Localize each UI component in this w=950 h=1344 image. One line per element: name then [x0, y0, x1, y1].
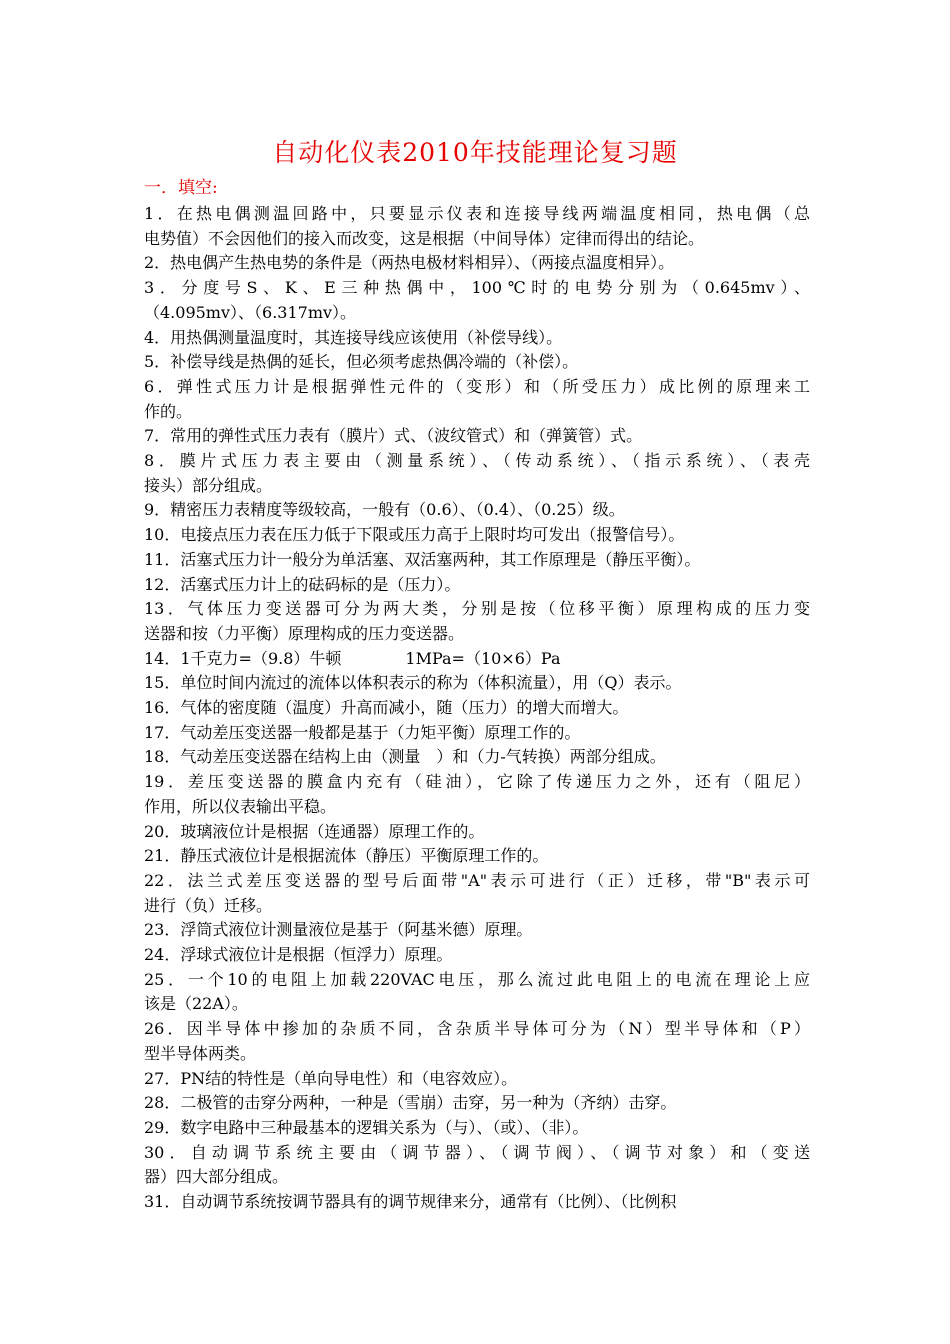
question-line: 9．精密压力表精度等级较高，一般有（0.6）、（0.4）、（0.25）级。 [144, 500, 625, 520]
question-item [144, 350, 810, 375]
question-line: 接头）部分组成。 [144, 475, 273, 495]
question-item [144, 770, 810, 819]
question-line: 送器和按（力平衡）原理构成的压力变送器。 [144, 623, 465, 643]
question-line: 20．玻璃液位计是根据（连通器）原理工作的。 [144, 821, 485, 841]
question-item [144, 276, 810, 325]
question-item [144, 375, 810, 424]
document-title: 自动化仪表2010年技能理论复习题 [272, 138, 678, 167]
question-item [144, 844, 810, 869]
question-item [144, 647, 810, 672]
question-line: 23．浮筒式液位计测量液位是基于（阿基米德）原理。 [144, 920, 533, 940]
question-item [144, 449, 810, 498]
question-item [144, 671, 810, 696]
question-line: 27．PN结的特性是（单向导电性）和（电容效应）。 [144, 1068, 518, 1088]
question-line: 12．活塞式压力计上的砝码标的是（压力）。 [144, 574, 461, 594]
question-line: 器）四大部分组成。 [144, 1167, 289, 1187]
question-item [144, 968, 810, 1017]
question-line: 2．热电偶产生热电势的条件是（两热电极材料相异）、（两接点温度相异）。 [144, 253, 675, 273]
question-line: 作用，所以仪表输出平稳。 [144, 796, 337, 816]
section-heading: 一．填空: [144, 178, 218, 198]
question-item [144, 573, 810, 598]
question-line: 作的。 [144, 401, 193, 421]
question-line: 8．膜片式压力表主要由（测量系统）、（传动系统）、（指示系统）、（表壳 [144, 451, 810, 470]
question-item [144, 1141, 810, 1190]
question-item [144, 745, 810, 770]
question-item [144, 326, 810, 351]
question-line: 13．气体压力变送器可分为两大类，分别是按（位移平衡）原理构成的压力变 [144, 599, 810, 619]
question-item [144, 696, 810, 721]
question-line: 3．分度号S、K、E三种热偶中，100℃时的电势分别为（0.645mv）、 [144, 278, 810, 298]
question-line: 5．补偿导线是热偶的延长，但必须考虑热偶冷端的（补偿）。 [144, 352, 579, 372]
question-item [144, 597, 810, 646]
question-line: 4．用热偶测量温度时，其连接导线应该使用（补偿导线）。 [144, 327, 563, 347]
question-line: 进行（负）迁移。 [144, 895, 273, 915]
question-item [144, 1017, 810, 1066]
question-line: 6．弹性式压力计是根据弹性元件的（变形）和（所受压力）成比例的原理来工 [144, 376, 810, 396]
question-item [144, 869, 810, 918]
question-line: 22．法兰式差压变送器的型号后面带"A"表示可进行（正）迁移，带"B"表示可 [144, 870, 810, 890]
question-line: 25．一个10的电阻上加载220VAC电压，那么流过此电阻上的电流在理论上应 [144, 969, 810, 989]
question-item [144, 943, 810, 968]
question-item [144, 1091, 810, 1116]
question-item [144, 498, 810, 523]
question-line: 31．自动调节系统按调节器具有的调节规律来分，通常有（比例）、（比例积 [144, 1192, 677, 1211]
question-item [144, 251, 810, 276]
question-line: 29．数字电路中三种最基本的逻辑关系为（与）、（或）、（非）。 [144, 1117, 589, 1137]
question-line: 型半导体两类。 [144, 1043, 257, 1063]
question-item [144, 548, 810, 573]
question-line: （4.095mv）、（6.317mv）。 [144, 302, 357, 322]
question-line: 7．常用的弹性式压力表有（膜片）式、（波纹管式）和（弹簧管）式。 [144, 426, 643, 446]
question-line: 17．气动差压变送器一般都是基于（力矩平衡）原理工作的。 [144, 722, 581, 742]
question-line: 18．气动差压变送器在结构上由（测量 ）和（力-气转换）两部分组成。 [144, 747, 666, 767]
question-line: 10．电接点压力表在压力低于下限或压力高于上限时均可发出（报警信号）。 [144, 525, 685, 545]
question-line: 14．1千克力=（9.8）牛顿 1MPa=（10×6）Pa [144, 648, 561, 668]
question-line: 19．差压变送器的膜盒内充有（硅油），它除了传递压力之外，还有（阻尼） [144, 772, 810, 792]
question-line: 24．浮球式液位计是根据（恒浮力）原理。 [144, 945, 453, 964]
question-line: 该是（22A）。 [144, 994, 248, 1014]
question-item [144, 202, 810, 251]
question-line: 21．静压式液位计是根据流体（静压）平衡原理工作的。 [144, 846, 549, 866]
question-line: 16．气体的密度随（温度）升高而减小，随（压力）的增大而增大。 [144, 698, 629, 717]
question-line: 26．因半导体中掺加的杂质不同，含杂质半导体可分为（N）型半导体和（P） [144, 1019, 810, 1039]
question-item [144, 820, 810, 845]
question-line: 28．二极管的击穿分两种，一种是（雪崩）击穿，另一种为（齐纳）击穿。 [144, 1093, 677, 1113]
question-item [144, 918, 810, 943]
question-line: 11．活塞式压力计一般分为单活塞、双活塞两种，其工作原理是（静压平衡）。 [144, 549, 701, 569]
question-item [144, 1116, 810, 1141]
question-line: 30．自动调节系统主要由（调节器）、（调节阀）、（调节对象）和（变送 [144, 1142, 810, 1162]
question-line: 电势值）不会因他们的接入而改变，这是根据（中间导体）定律而得出的结论。 [144, 228, 705, 248]
question-item [144, 1190, 810, 1215]
question-line: 1．在热电偶测温回路中，只要显示仪表和连接导线两端温度相同，热电偶（总 [144, 204, 810, 223]
question-item [144, 523, 810, 548]
question-line: 15．单位时间内流过的流体以体积表示的称为（体积流量），用（Q）表示。 [144, 673, 682, 693]
question-item [144, 424, 810, 449]
question-item [144, 721, 810, 746]
question-item [144, 1067, 810, 1092]
